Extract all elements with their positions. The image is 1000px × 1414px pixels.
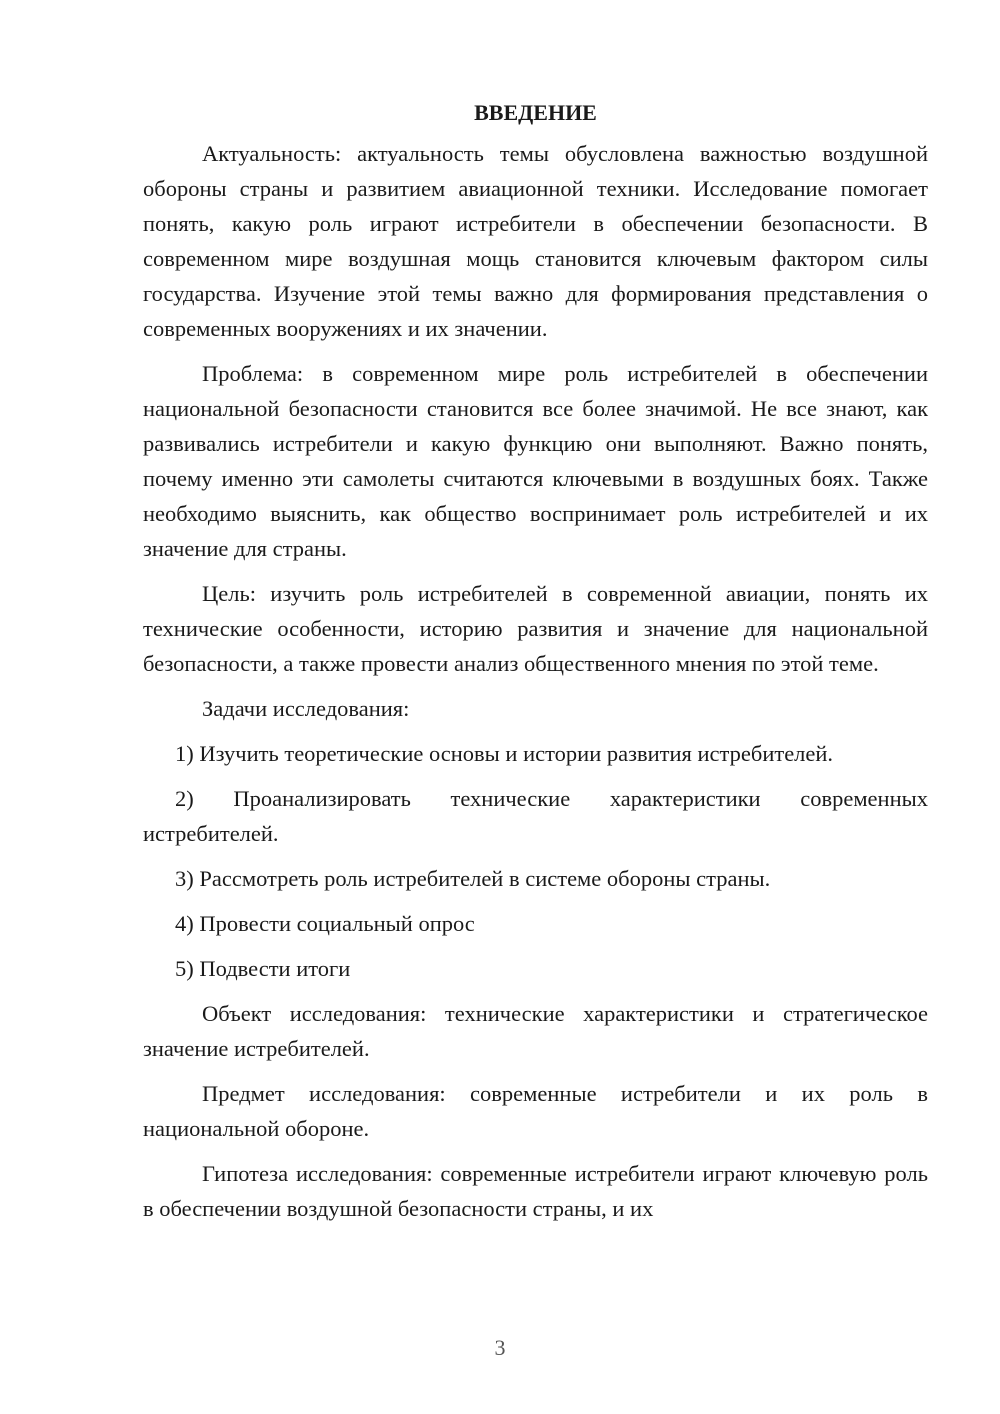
task-item-1: 1) Изучить теоретические основы и истории развития истребителей. (175, 741, 834, 766)
task-item-3: 3) Рассмотреть роль истребителей в системе обороны страны. (175, 866, 771, 891)
task-item-5: 5) Подвести итоги (175, 956, 351, 981)
paragraph-hypothesis: Гипотеза исследования: современные истребители играют ключевую роль в обеспечении воздушной безопасности страны, и их (143, 1161, 928, 1221)
paragraph-tasks-heading: Задачи исследования: (202, 696, 410, 721)
section-heading: ВВЕДЕНИЕ (474, 100, 597, 125)
paragraph-relevance: Актуальность: актуальность темы обусловлена важностью воздушной обороны страны и развитием авиационной техники. Исследование помогает понять, какую роль играют истребители в обеспечении безопасности. В современном мире воздушная мощь становится ключевым фактором силы государства. Изучение этой темы важно для формирования представления о современных вооружениях и их значении. (143, 141, 928, 341)
document-page (143, 95, 928, 1226)
paragraph-subject: Предмет исследования: современные истребители и их роль в национальной обороне. (143, 1081, 928, 1141)
page-number: 3 (494, 1335, 506, 1360)
task-item-4: 4) Провести социальный опрос (175, 911, 475, 936)
paragraph-object: Объект исследования: технические характеристики и стратегическое значение истребителей. (143, 1001, 928, 1061)
task-item-2: 2) Проанализировать технические характеристики современных истребителей. (143, 786, 928, 846)
paragraph-problem: Проблема: в современном мире роль истребителей в обеспечении национальной безопасности становится все более значимой. Не все знают, как развивались истребители и какую функцию они выполняют. Важно понять, почему именно эти самолеты считаются ключевыми в воздушных боях. Также необходимо выяснить, как общество воспринимает роль истребителей и их значение для страны. (143, 361, 928, 561)
paragraph-goal: Цель: изучить роль истребителей в современной авиации, понять их технические особенности, историю развития и значение для национальной безопасности, а также провести анализ общественного мнения по этой теме. (143, 581, 928, 676)
